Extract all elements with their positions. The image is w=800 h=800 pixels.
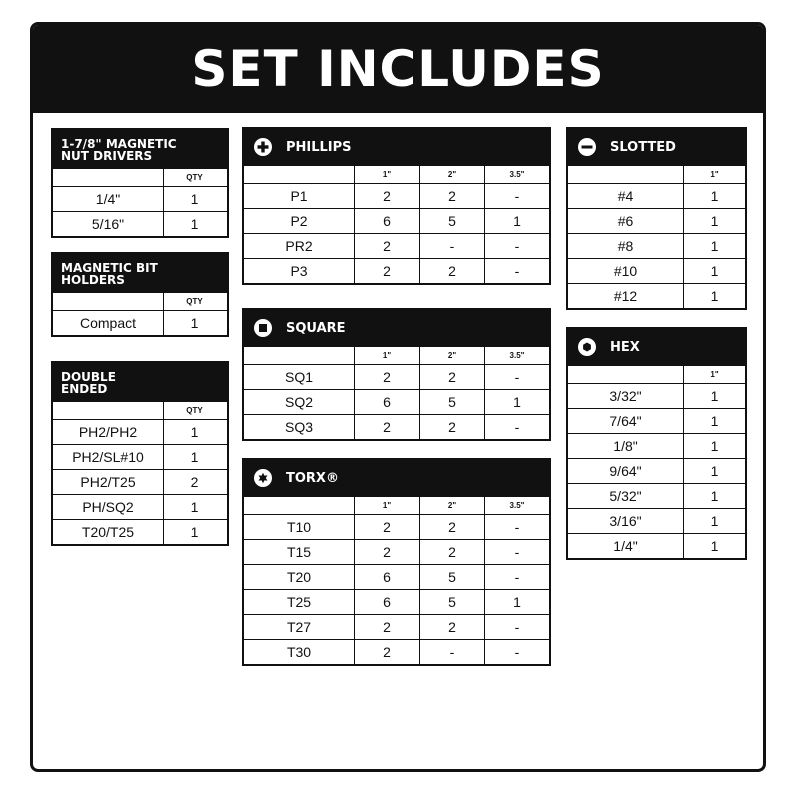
row-value: 1 [683, 234, 745, 258]
table-row [244, 614, 549, 639]
row-value: 6 [354, 565, 419, 589]
row-label: 1/4" [613, 538, 638, 554]
row-value: - [484, 259, 549, 283]
row-label: SQ3 [284, 419, 313, 435]
column-header-blank [568, 366, 683, 383]
row-value: 2 [354, 540, 419, 564]
column-header-blank [244, 166, 354, 183]
row-value: 2 [419, 259, 484, 283]
row-value: - [484, 640, 549, 664]
row-value: 1 [163, 311, 225, 335]
column-header: 1" [354, 166, 419, 183]
row-label: PH2/SL#10 [72, 449, 144, 465]
table-row [568, 533, 745, 558]
row-value: 2 [419, 515, 484, 539]
row-value: - [484, 615, 549, 639]
table-header [53, 363, 227, 401]
row-label: Compact [79, 315, 137, 331]
row-value: - [419, 640, 484, 664]
table-header [244, 310, 549, 346]
column-header-blank [53, 402, 163, 419]
table-row [568, 283, 745, 308]
row-value: 1 [484, 390, 549, 414]
square-drive-icon [254, 319, 272, 337]
phillips-icon [254, 138, 272, 156]
table-row [568, 408, 745, 433]
row-label: T25 [286, 594, 312, 610]
row-value: 5 [419, 565, 484, 589]
table-header [568, 129, 745, 165]
table-row [244, 364, 549, 389]
table-row [244, 564, 549, 589]
column-header: 1" [354, 347, 419, 364]
row-value: 2 [163, 470, 225, 494]
row-value: - [484, 515, 549, 539]
row-value: 6 [354, 390, 419, 414]
row-value: 5 [419, 390, 484, 414]
row-value: 1 [683, 459, 745, 483]
table-title: MAGNETIC BIT HOLDERS [61, 260, 158, 287]
table-row [244, 414, 549, 439]
slotted-table [566, 127, 747, 310]
row-label: 9/64" [609, 463, 642, 479]
table-row [568, 508, 745, 533]
table-row [568, 233, 745, 258]
row-label: 3/32" [609, 388, 642, 404]
row-value: 6 [354, 209, 419, 233]
table-row [53, 444, 227, 469]
column-header-blank [53, 293, 163, 310]
row-value: 5 [419, 590, 484, 614]
row-value: 1 [683, 209, 745, 233]
table-title: PHILLIPS [286, 139, 352, 155]
table-row [53, 211, 227, 236]
table-row [53, 419, 227, 444]
slotted-icon [578, 138, 596, 156]
row-value: - [419, 234, 484, 258]
row-value: - [484, 184, 549, 208]
phillips-table [242, 127, 551, 285]
row-label: PH/SQ2 [82, 499, 134, 515]
column-header: 3.5" [484, 347, 549, 364]
row-value: 2 [354, 515, 419, 539]
row-value: 2 [354, 415, 419, 439]
table-row [244, 183, 549, 208]
table-row [53, 494, 227, 519]
table-row [568, 458, 745, 483]
column-header: 2" [419, 347, 484, 364]
hex-table [566, 327, 747, 560]
column-header-blank [568, 166, 683, 183]
table-row [244, 258, 549, 283]
row-value: 2 [419, 365, 484, 389]
row-label: T10 [286, 519, 312, 535]
table-title: 1-7/8" MAGNETIC NUT DRIVERS [61, 136, 177, 163]
row-value: 2 [354, 234, 419, 258]
page-title: SET INCLUDES [191, 40, 605, 98]
row-label: 1/8" [613, 438, 638, 454]
row-label: PR2 [285, 238, 313, 254]
row-label: 3/16" [609, 513, 642, 529]
table-header [568, 329, 745, 365]
row-value: 1 [484, 590, 549, 614]
column-header-blank [53, 169, 163, 186]
column-header: QTY [163, 169, 225, 186]
row-value: 1 [163, 212, 225, 236]
table-title: HEX [610, 339, 640, 355]
table-row [53, 310, 227, 335]
table-title: SLOTTED [610, 139, 676, 155]
torx-table [242, 458, 551, 666]
column-header-row [244, 346, 549, 364]
row-label: #8 [617, 238, 634, 254]
row-value: - [484, 234, 549, 258]
column-header: 2" [419, 166, 484, 183]
column-header: 2" [419, 497, 484, 514]
table-row [568, 433, 745, 458]
column-header: 3.5" [484, 497, 549, 514]
row-value: 1 [683, 534, 745, 558]
square-table [242, 308, 551, 441]
table-header [53, 254, 227, 292]
column-header-row [568, 365, 745, 383]
row-label: #12 [613, 288, 638, 304]
column-header-blank [244, 347, 354, 364]
row-label: PH2/T25 [80, 474, 136, 490]
table-row [568, 183, 745, 208]
row-value: 1 [683, 284, 745, 308]
column-header-row [244, 165, 549, 183]
row-value: 2 [354, 365, 419, 389]
column-header: 1" [683, 366, 745, 383]
table-title: DOUBLE ENDED [61, 369, 116, 396]
row-label: #4 [617, 188, 634, 204]
banner [33, 25, 763, 113]
row-value: - [484, 365, 549, 389]
column-header: QTY [163, 402, 225, 419]
column-header-row [568, 165, 745, 183]
row-value: 1 [683, 509, 745, 533]
row-value: 1 [683, 184, 745, 208]
row-value: 1 [683, 384, 745, 408]
row-value: 1 [163, 520, 225, 544]
row-value: 1 [163, 495, 225, 519]
row-label: PH2/PH2 [78, 424, 138, 440]
row-label: P2 [290, 213, 308, 229]
row-value: 1 [683, 484, 745, 508]
table-title: SQUARE [286, 320, 346, 336]
table-row [244, 389, 549, 414]
row-label: T15 [286, 544, 312, 560]
nut-drivers-table [51, 128, 229, 238]
column-header: 1" [354, 497, 419, 514]
column-header-row [53, 168, 227, 186]
table-row [244, 514, 549, 539]
row-label: 5/16" [91, 216, 125, 232]
row-label: T20/T25 [81, 524, 135, 540]
table-row [244, 639, 549, 664]
row-value: - [484, 565, 549, 589]
row-value: 2 [354, 615, 419, 639]
bit-holders-table [51, 252, 229, 337]
row-value: 1 [163, 187, 225, 211]
row-label: 5/32" [609, 488, 642, 504]
table-row [568, 258, 745, 283]
row-label: T20 [286, 569, 312, 585]
row-value: 1 [163, 445, 225, 469]
column-header: 3.5" [484, 166, 549, 183]
row-label: T30 [286, 644, 312, 660]
table-row [244, 208, 549, 233]
table-row [244, 539, 549, 564]
torx-icon [254, 469, 272, 487]
row-label: P3 [290, 263, 308, 279]
table-header [244, 129, 549, 165]
row-value: 1 [683, 409, 745, 433]
row-value: 2 [354, 259, 419, 283]
row-value: 2 [354, 184, 419, 208]
table-title: TORX® [286, 470, 339, 486]
table-row [53, 186, 227, 211]
row-label: 7/64" [609, 413, 642, 429]
row-value: - [484, 540, 549, 564]
row-value: - [484, 415, 549, 439]
double-ended-table [51, 361, 229, 546]
row-label: T27 [286, 619, 312, 635]
column-header: QTY [163, 293, 225, 310]
row-value: 5 [419, 209, 484, 233]
table-row [568, 208, 745, 233]
row-value: 2 [419, 184, 484, 208]
row-value: 2 [419, 615, 484, 639]
table-row [568, 483, 745, 508]
hex-icon [578, 338, 596, 356]
row-value: 1 [683, 259, 745, 283]
column-header: 1" [683, 166, 745, 183]
column-header-blank [244, 497, 354, 514]
row-value: 6 [354, 590, 419, 614]
table-row [244, 589, 549, 614]
column-header-row [53, 401, 227, 419]
table-row [244, 233, 549, 258]
table-row [568, 383, 745, 408]
table-row [53, 519, 227, 544]
column-header-row [53, 292, 227, 310]
row-label: SQ2 [284, 394, 313, 410]
table-header [244, 460, 549, 496]
row-label: P1 [290, 188, 308, 204]
row-label: #6 [617, 213, 634, 229]
table-header [53, 130, 227, 168]
row-label: 1/4" [95, 191, 121, 207]
row-value: 1 [484, 209, 549, 233]
row-value: 1 [163, 420, 225, 444]
row-value: 2 [419, 540, 484, 564]
column-header-row [244, 496, 549, 514]
row-value: 2 [354, 640, 419, 664]
row-value: 2 [419, 415, 484, 439]
table-row [53, 469, 227, 494]
row-label: #10 [613, 263, 638, 279]
row-label: SQ1 [284, 369, 313, 385]
row-value: 1 [683, 434, 745, 458]
